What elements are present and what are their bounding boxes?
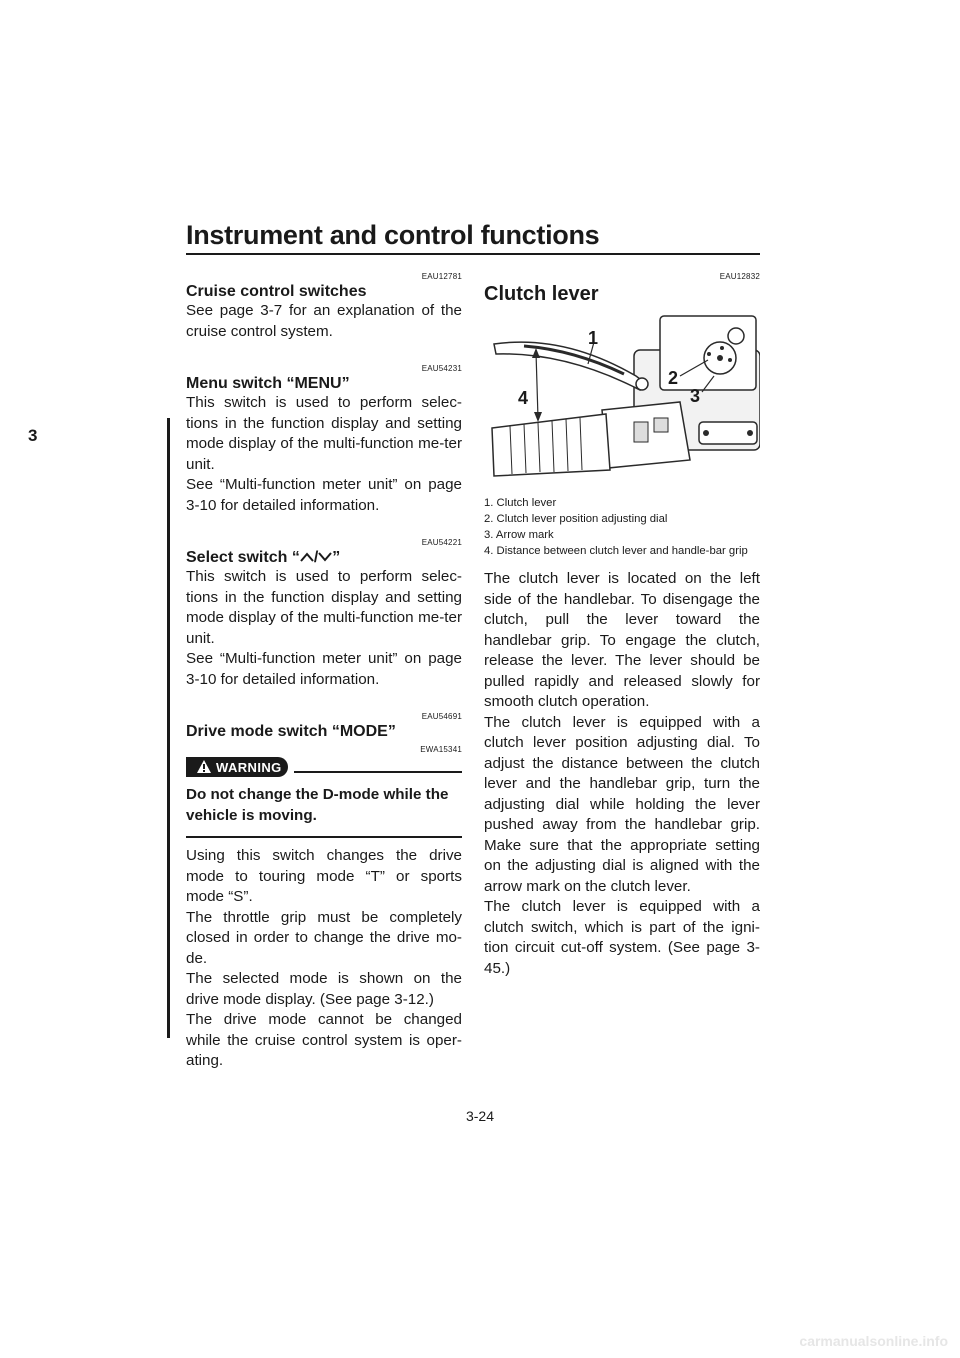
warning-rule — [294, 771, 462, 773]
clutch-lever-figure — [484, 310, 760, 480]
chapter-tab-bar — [167, 418, 170, 1038]
section-code: EAU12832 — [719, 272, 760, 281]
heading-text: ” — [332, 549, 341, 566]
warning-badge — [186, 757, 288, 777]
figure-captions — [484, 495, 760, 559]
caption-item: 4. Distance between clutch lever and handle-bar grip — [484, 545, 748, 557]
heading-separator: / — [313, 549, 319, 566]
warning-header — [186, 757, 462, 777]
caption-item: 3. Arrow mark — [484, 529, 554, 541]
heading-text: Select switch “ — [186, 549, 300, 566]
chevron-down-icon — [318, 551, 332, 563]
section-heading-clutch: Clutch lever — [484, 283, 599, 305]
right-column — [484, 272, 760, 979]
caption-item: 2. Clutch lever position adjusting dial — [484, 513, 668, 525]
warning-triangle-icon — [196, 759, 212, 775]
paragraph: See page 3-7 for an explanation of the cruise control system. — [186, 302, 462, 340]
paragraph: This switch is used to perform selec-tions in the function display and setting mode display of the multi-function me-ter unit. — [186, 568, 462, 647]
figure-label-3: 3 — [690, 386, 701, 406]
figure-label-4: 4 — [518, 388, 529, 408]
header-rule — [186, 253, 760, 255]
section-code: EAU12781 — [421, 272, 462, 281]
page-title: Instrument and control functions — [186, 220, 600, 250]
page-number: 3-24 — [465, 1108, 495, 1124]
paragraph: Using this switch changes the drive mode to touring mode “T” or sports mode “S”. — [186, 847, 462, 905]
chapter-number: 3 — [28, 426, 38, 445]
paragraph: The clutch lever is equipped with a clutch switch, which is part of the igni-tion circuit cut-off system. (See page 3-45.) — [484, 898, 760, 977]
paragraph: The throttle grip must be completely closed in order to change the drive mo-de. — [186, 908, 462, 967]
section-heading-menu: Menu switch “MENU” — [186, 375, 350, 392]
warning-end-rule — [186, 836, 462, 838]
warning-label: WARNING — [216, 759, 282, 775]
warning-text: Do not change the D-mode while the vehicle is moving. — [186, 786, 449, 824]
paragraph: The drive mode cannot be changed while the cruise control system is oper-ating. — [186, 1011, 462, 1069]
section-code: EAU54221 — [421, 538, 462, 547]
section-code: EAU54691 — [421, 712, 462, 721]
caption-item: 1. Clutch lever — [484, 497, 557, 509]
chevron-up-icon — [300, 551, 314, 563]
figure-label-2: 2 — [668, 368, 679, 388]
paragraph: The selected mode is shown on the drive mode display. (See page 3-12.) — [186, 970, 462, 1008]
section-code: EAU54231 — [421, 364, 462, 373]
warning-code: EWA15341 — [420, 745, 462, 754]
figure-label-1: 1 — [588, 328, 599, 348]
section-heading-cruise: Cruise control switches — [186, 283, 367, 300]
section-heading-select — [186, 548, 462, 567]
paragraph: The clutch lever is equipped with a clutch lever position adjusting dial. To adjust the distance between the clutch lever and the handlebar grip, turn the adjusting dial while holding the lever pushed away from the handlebar grip. Make sure that the appropriate setting on the adjusting dial is aligned with the arrow mark on the clutch lever. — [484, 713, 760, 895]
section-heading-drive-mode: Drive mode switch “MODE” — [186, 723, 396, 740]
paragraph: The clutch lever is located on the left side of the handlebar. To disengage the clutch, pull the lever toward the handlebar grip. To engage the clutch, release the lever. The lever should be pulled rapidly and released slowly for smooth clutch operation. — [484, 570, 760, 710]
paragraph: This switch is used to perform selec-tions in the function display and setting mode display of the multi-function me-ter unit. — [186, 394, 462, 473]
paragraph: See “Multi-function meter unit” on page 3-10 for detailed information. — [186, 476, 462, 514]
watermark: carmanualsonline.info — [799, 1333, 948, 1349]
paragraph: See “Multi-function meter unit” on page 3-10 for detailed information. — [186, 650, 462, 688]
chapter-tab — [0, 418, 170, 1038]
left-column — [186, 272, 462, 1072]
